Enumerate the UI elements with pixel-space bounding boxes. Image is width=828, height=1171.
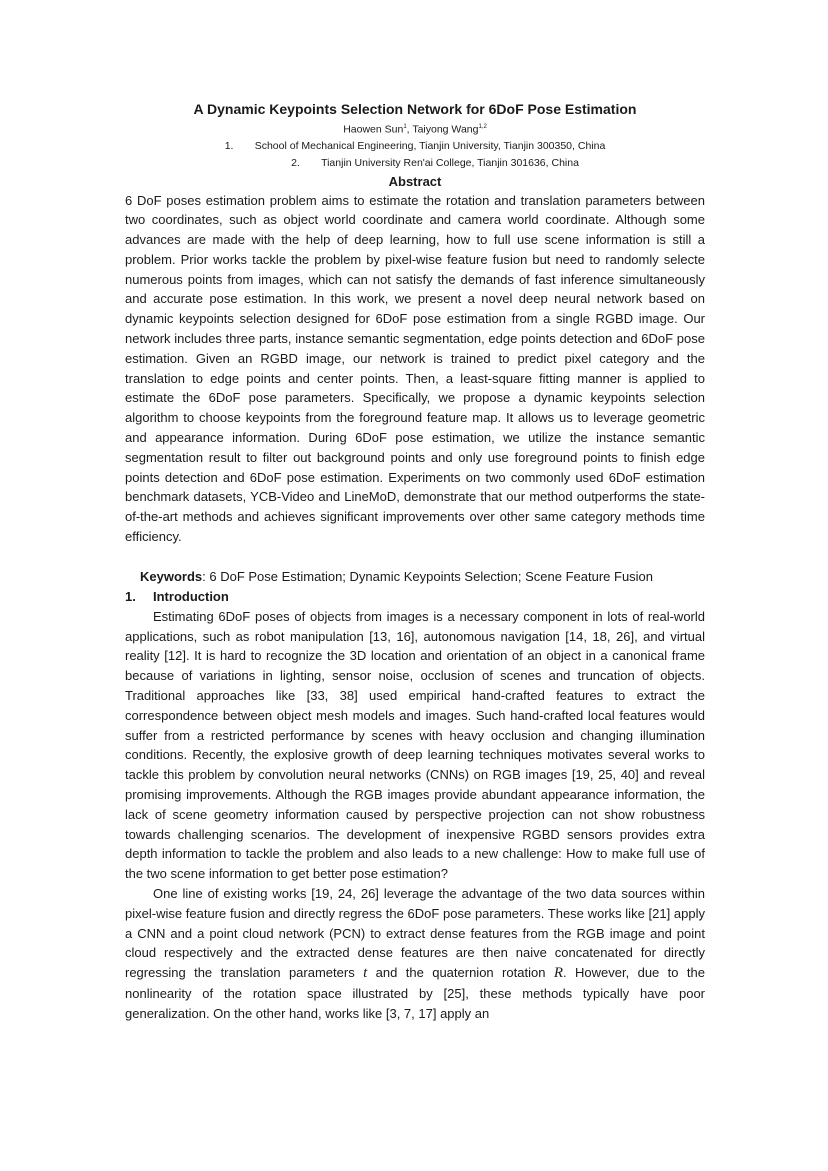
affiliation-mark: 1,2 (478, 124, 487, 130)
section-heading (125, 587, 705, 607)
affiliation-number: 2. (291, 156, 300, 169)
section-title: Introduction (153, 588, 229, 604)
math-symbol-R: R (553, 965, 563, 982)
keywords-line (125, 567, 705, 587)
paragraph-text: One line of existing works [19, 24, 26] leverage the advantage of the two data sources within pixel-wise feature fusion and directly regress the 6DoF pose parameters. These works like [21] apply a CNN and a point cloud network (PCN) to extract dense features from the RGB image and point cloud respectively and the extracted dense features are then naive concatenated for directly regressing the translation parameters (125, 886, 705, 981)
author-name: Taiyong Wang (412, 123, 479, 136)
author-name: Haowen Sun (343, 123, 404, 136)
keywords-label: Keywords (140, 568, 203, 584)
author-line (125, 119, 705, 138)
affiliation-1 (125, 138, 705, 155)
intro-paragraph-2 (125, 884, 705, 1024)
keywords-text: : 6 DoF Pose Estimation; Dynamic Keypoints Selection; Scene Feature Fusion (202, 568, 654, 584)
section-number: 1. (125, 588, 136, 604)
intro-paragraph-1: Estimating 6DoF poses of objects from images is a necessary component in lots of real-world applications, such as robot manipulation [13, 16], autonomous navigation [14, 18, 26], and virtual reality [12]. It is hard to recognize the 3D location and orientation of an object in a canonical frame because of variations in lighting, sensor noise, occlusion of scenes and truncation of objects. Traditional approaches like [33, 38] used empirical hand-crafted features to extract the correspondence between object mesh models and images. Such hand-crafted local features would suffer from a restricted performance by scenes with heavy occlusion and changing illumination conditions. Recently, the explosive growth of deep learning techniques motivates several works to tackle this problem by convolution neural networks (CNNs) on RGB images [19, 25, 40] and reveal promising improvements. Although the RGB images provide abundant appearance information, the lack of scene geometry information caused by perspective projection can not show robustness towards challenging scenarios. The development of inexpensive RGBD sensors provides extra depth information to tackle the problem and also leads to a new challenge: How to make full use of the two scene information to get better pose estimation? (125, 608, 705, 882)
affiliation-text: School of Mechanical Engineering, Tianjin University, Tianjin 300350, China (254, 139, 606, 152)
author-separator: , (406, 123, 413, 136)
abstract-body: 6 DoF poses estimation problem aims to estimate the rotation and translation parameters between two coordinates, such as object world coordinate and camera world coordinate. Although some advances are made with the help of deep learning, how to full use scene information is still a problem. Prior works tackle the problem by pixel-wise feature fusion but need to randomly selecte numerous points from images, which can not satisfy the demands of fast inference simultaneously and accurate pose estimation. In this work, we present a novel deep neural network based on dynamic keypoints selection designed for 6DoF pose estimation from a single RGBD image. Our network includes three parts, instance semantic segmentation, edge points detection and 6DoF pose estimation. Given an RGBD image, our network is trained to predict pixel category and the translation to edge points and center points. Then, a least-square fitting manner is applied to estimate the 6DoF pose parameters. Specifically, we propose a dynamic keypoints selection algorithm to choose keypoints from the foreground feature map. It allows us to leverage geometric and appearance information. During 6DoF pose estimation, we utilize the instance semantic segmentation result to filter out background points and only use foreground points to finish edge points detection and 6DoF pose estimation. Experiments on two commonly used 6DoF estimation benchmark datasets, YCB-Video and LineMoD, demonstrate that our method outperforms the state-of-the-art methods and achieves significant improvements over other same category methods time efficiency. (125, 192, 705, 545)
abstract-heading: Abstract (388, 173, 442, 189)
paper-page (125, 100, 705, 1024)
affiliation-text: Tianjin University Ren'ai College, Tianjin 301636, China (321, 156, 579, 169)
affiliation-number: 1. (224, 139, 234, 152)
math-symbol-t: t (363, 965, 368, 982)
paragraph-text: . However, due to the nonlinearity of the rotation space illustrated by [25], these methods typically have poor generalization. On the other hand, works like [3, 7, 17] apply an (125, 965, 705, 1021)
paragraph-text: and the quaternion rotation (367, 965, 554, 981)
affiliation-2 (125, 155, 705, 172)
affiliation-mark: 1 (403, 124, 407, 130)
paper-title: A Dynamic Keypoints Selection Network for 6DoF Pose Estimation (193, 101, 637, 117)
